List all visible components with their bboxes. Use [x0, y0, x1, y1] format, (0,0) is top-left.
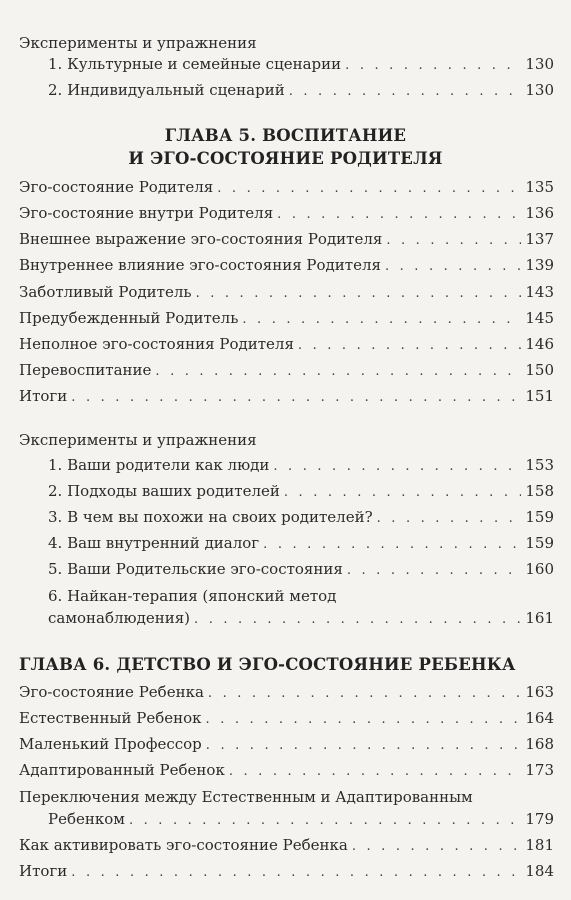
toc-entry-title: Естественный Ребенок — [19, 709, 202, 727]
toc-entry[interactable] — [19, 256, 554, 276]
toc-entry-title: Внешнее выражение эго-состояния Родителя — [19, 230, 383, 248]
toc-entry[interactable] — [48, 534, 554, 554]
toc-entry-title: Как активировать эго-состояние Ребенка — [19, 836, 348, 854]
toc-entry-page: 143 — [525, 283, 554, 301]
toc-entry-title: Итоги — [19, 387, 68, 405]
leader-dots — [208, 685, 521, 703]
toc-entry-title-continued: самонаблюдения) — [48, 609, 191, 627]
leader-dots — [352, 838, 522, 856]
toc-entry-page: 130 — [525, 81, 554, 99]
toc-entry[interactable] — [48, 81, 554, 101]
toc-entry-page: 151 — [525, 387, 554, 405]
toc-entry[interactable] — [19, 761, 554, 781]
toc-entry-title: 5. Ваши Родительские эго-состояния — [48, 560, 343, 578]
leader-dots — [345, 57, 521, 75]
toc-entry-page: 184 — [525, 862, 554, 880]
toc-entry-page: 168 — [525, 735, 554, 753]
leader-dots — [217, 180, 521, 198]
chapter-title-line[interactable]: ГЛАВА 5. ВОСПИТАНИЕ — [164, 126, 407, 145]
exercises-heading: Эксперименты и упражнения — [19, 431, 257, 449]
toc-entry-title: Эго-состояние Ребенка — [19, 683, 204, 701]
toc-entry-title: Предубежденный Родитель — [19, 309, 239, 327]
toc-entry-title: Заботливый Родитель — [19, 283, 192, 301]
leader-dots — [263, 536, 521, 554]
toc-entry[interactable] — [19, 230, 554, 250]
toc-entry[interactable] — [19, 735, 554, 755]
toc-entry-page: 159 — [525, 508, 554, 526]
toc-entry-page: 153 — [525, 456, 554, 474]
toc-entry[interactable] — [48, 508, 554, 528]
toc-entry[interactable] — [19, 283, 554, 303]
leader-dots — [273, 458, 521, 476]
toc-entry-page: 139 — [525, 256, 554, 274]
leader-dots — [129, 812, 521, 830]
chapter-title-line[interactable]: И ЭГО-СОСТОЯНИЕ РОДИТЕЛЯ — [128, 149, 443, 168]
leader-dots — [298, 337, 521, 355]
toc-entry-page: 130 — [525, 55, 554, 73]
leader-dots — [347, 562, 522, 580]
leader-dots — [206, 737, 522, 755]
toc-entry-page: 179 — [525, 810, 554, 828]
toc-entry-title: Адаптированный Ребенок — [19, 761, 225, 779]
toc-entry-title-line[interactable]: 6. Найкан-терапия (японский метод — [48, 587, 337, 605]
toc-entry-title: Маленький Профессор — [19, 735, 202, 753]
toc-entry-page: 163 — [525, 683, 554, 701]
toc-entry-title-line[interactable]: Переключения между Естественным и Адаптированным — [19, 788, 473, 806]
leader-dots — [277, 206, 521, 224]
toc-entry-page: 146 — [525, 335, 554, 353]
toc-entry-page: 137 — [525, 230, 554, 248]
toc-entry-title: 2. Индивидуальный сценарий — [48, 81, 285, 99]
toc-entry-title: Внутреннее влияние эго-состояния Родителя — [19, 256, 381, 274]
toc-entry-page: 181 — [525, 836, 554, 854]
toc-entry[interactable] — [19, 178, 554, 198]
toc-entry[interactable] — [48, 609, 554, 629]
leader-dots — [386, 232, 521, 250]
leader-dots — [385, 258, 521, 276]
leader-dots — [71, 389, 521, 407]
toc-entry[interactable] — [48, 456, 554, 476]
leader-dots — [194, 611, 521, 629]
toc-entry-title: 1. Культурные и семейные сценарии — [48, 55, 342, 73]
toc-entry-title: 1. Ваши родители как люди — [48, 456, 270, 474]
leader-dots — [229, 763, 522, 781]
toc-entry-page: 164 — [525, 709, 554, 727]
toc-entry-title: Перевоспитание — [19, 361, 152, 379]
toc-entry-title: Итоги — [19, 862, 68, 880]
leader-dots — [289, 83, 522, 101]
toc-entry[interactable] — [48, 810, 554, 830]
toc-entry-title: Эго-состояние Родителя — [19, 178, 214, 196]
toc-entry-title: 3. В чем вы похожи на своих родителей? — [48, 508, 373, 526]
toc-entry-title-continued: Ребенком — [48, 810, 125, 828]
toc-entry-page: 145 — [525, 309, 554, 327]
toc-entry-title: Эго-состояние внутри Родителя — [19, 204, 274, 222]
toc-entry-page: 160 — [525, 560, 554, 578]
toc-entry[interactable] — [19, 309, 554, 329]
toc-entry-page: 150 — [525, 361, 554, 379]
toc-entry-page: 159 — [525, 534, 554, 552]
leader-dots — [284, 484, 521, 502]
toc-entry-page: 136 — [525, 204, 554, 222]
toc-entry[interactable] — [48, 55, 554, 75]
leader-dots — [155, 363, 521, 381]
toc-entry[interactable] — [48, 560, 554, 580]
toc-entry-page: 135 — [525, 178, 554, 196]
toc-entry[interactable] — [19, 683, 554, 703]
exercises-heading: Эксперименты и упражнения — [19, 34, 257, 52]
toc-entry-title: 2. Подходы ваших родителей — [48, 482, 280, 500]
toc-entry[interactable] — [19, 387, 554, 407]
toc-entry[interactable] — [19, 709, 554, 729]
toc-entry-title: 4. Ваш внутренний диалог — [48, 534, 260, 552]
toc-entry[interactable] — [19, 335, 554, 355]
toc-entry[interactable] — [19, 836, 554, 856]
toc-entry-page: 158 — [525, 482, 554, 500]
leader-dots — [71, 864, 521, 882]
leader-dots — [377, 510, 522, 528]
toc-entry-page: 161 — [525, 609, 554, 627]
toc-entry[interactable] — [19, 862, 554, 882]
leader-dots — [242, 311, 521, 329]
toc-entry-page: 173 — [525, 761, 554, 779]
toc-entry-title: Неполное эго-состояния Родителя — [19, 335, 294, 353]
leader-dots — [206, 711, 522, 729]
toc-entry[interactable] — [48, 482, 554, 502]
chapter-title[interactable]: ГЛАВА 6. ДЕТСТВО И ЭГО-СОСТОЯНИЕ РЕБЕНКА — [19, 655, 516, 674]
toc-entry[interactable] — [19, 361, 554, 381]
toc-entry[interactable] — [19, 204, 554, 224]
leader-dots — [196, 285, 522, 303]
